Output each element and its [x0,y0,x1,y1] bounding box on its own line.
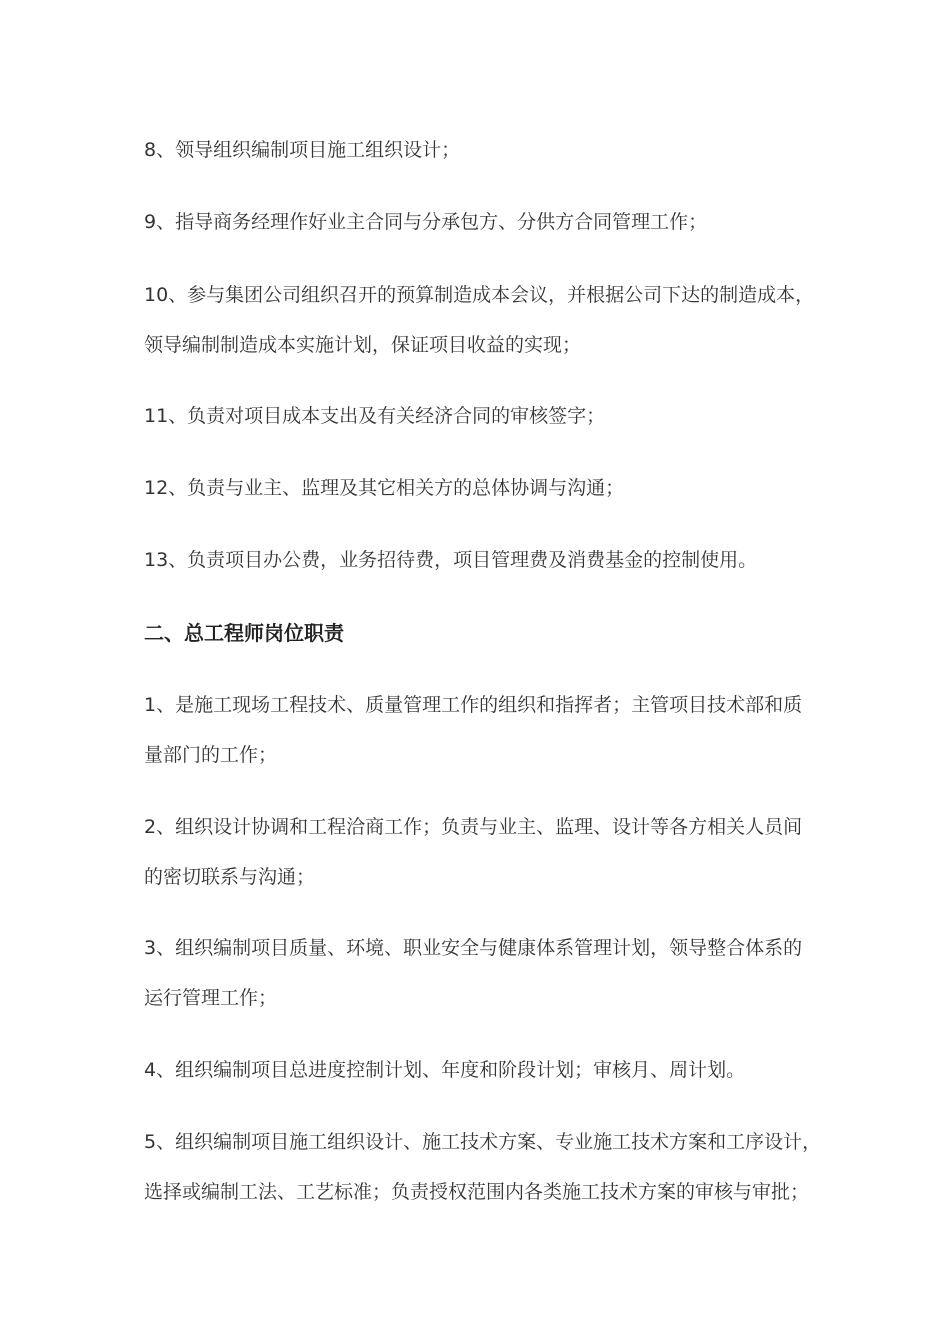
duty-item-line: 10、参与集团公司组织召开的预算制造成本会议，并根据公司下达的制造成本， [144,284,815,306]
duty-item-line: 领导编制制造成本实施计划，保证项目收益的实现； [144,334,582,356]
duty-item-line: 选择或编制工法、工艺标准；负责授权范围内各类施工技术方案的审核与审批； [144,1181,810,1203]
duty-item-line: 4、组织编制项目总进度控制计划、年度和阶段计划；审核月、周计划。 [144,1059,746,1081]
duty-item-8 [144,125,824,175]
duty-item-11 [144,391,824,441]
duty-item-5 [144,1117,824,1217]
duty-item-line: 运行管理工作； [144,987,278,1009]
duty-item-line: 5、组织编制项目施工组织设计、施工技术方案、专业施工技术方案和工序设计， [144,1131,822,1153]
duty-item-line: 3、组织编制项目质量、环境、职业安全与健康体系管理计划，领导整合体系的 [144,937,803,959]
duty-item-line: 8、领导组织编制项目施工组织设计； [144,139,461,161]
duty-item-13 [144,535,824,585]
duty-item-line: 13、负责项目办公费，业务招待费，项目管理费及消费基金的控制使用。 [144,549,758,571]
duty-item-line: 9、指导商务经理作好业主合同与分承包方、分供方合同管理工作； [144,211,708,233]
duty-item-1 [144,680,824,780]
duty-item-4 [144,1045,824,1095]
duty-item-line: 12、负责与业主、监理及其它相关方的总体协调与沟通； [144,477,625,499]
duty-item-line: 量部门的工作； [144,744,278,766]
duty-item-line: 的密切联系与沟通； [144,866,316,888]
duty-item-line: 1、是施工现场工程技术、质量管理工作的组织和指挥者；主管项目技术部和质 [144,694,803,716]
duty-item-line: 11、负责对项目成本支出及有关经济合同的审核签字； [144,405,606,427]
section-heading: 二、总工程师岗位职责 [144,621,344,645]
duty-item-12 [144,463,824,513]
duty-item-line: 2、组织设计协调和工程洽商工作；负责与业主、监理、设计等各方相关人员间 [144,816,803,838]
duty-item-2 [144,802,824,902]
duty-item-9 [144,197,824,247]
duty-item-10 [144,270,824,370]
duty-item-3 [144,923,824,1023]
